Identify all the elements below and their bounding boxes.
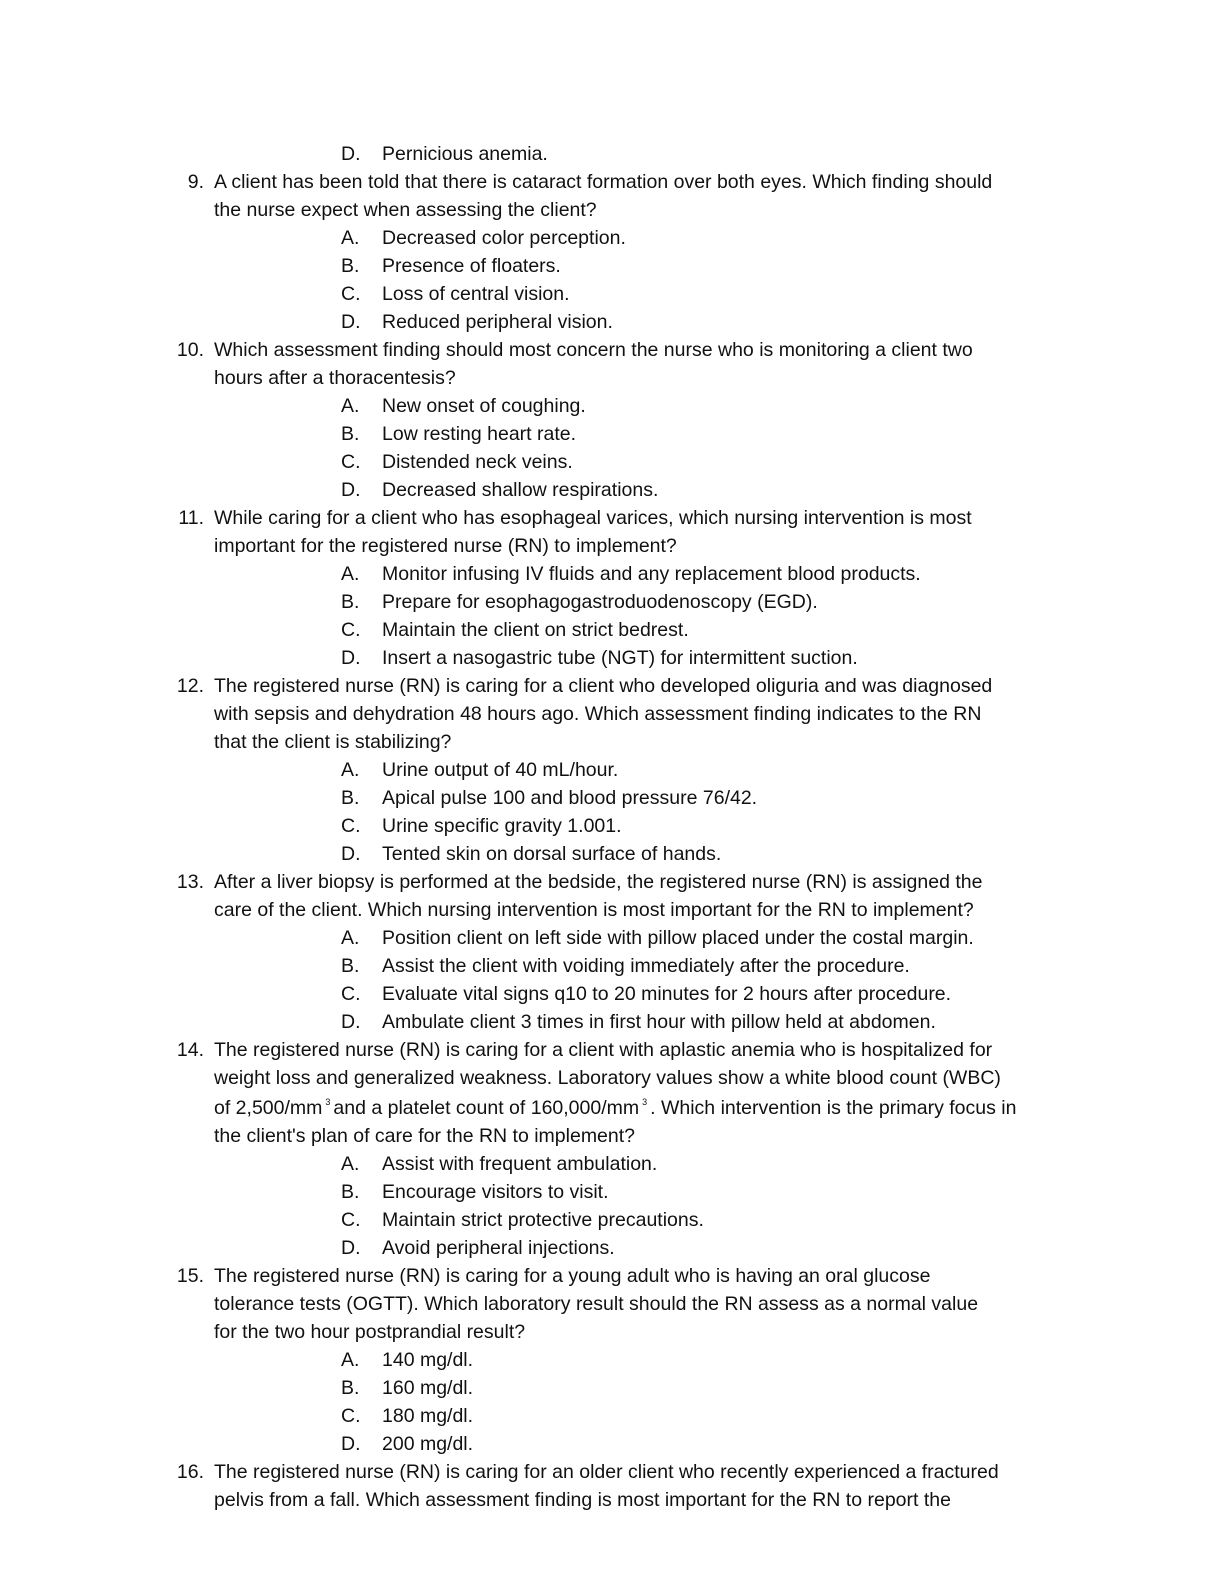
option-letter: A.	[341, 1153, 360, 1175]
option-letter: C.	[341, 283, 361, 305]
option-text: Decreased color perception.	[382, 227, 626, 249]
question-stem-line	[0, 868, 1224, 896]
option-letter: A.	[341, 395, 360, 417]
option-letter: C.	[341, 1209, 361, 1231]
option-text: Pernicious anemia.	[382, 143, 548, 165]
option-row	[0, 1346, 1224, 1374]
question-number: 10.	[176, 339, 204, 361]
question-text: weight loss and generalized weakness. Laboratory values show a white blood count (WBC)	[214, 1067, 1001, 1089]
option-text: Prepare for esophagogastroduodenoscopy (EGD).	[382, 591, 818, 613]
option-text: Encourage visitors to visit.	[382, 1181, 609, 1203]
question-stem-line	[0, 672, 1224, 700]
option-text: 180 mg/dl.	[382, 1405, 474, 1427]
option-text: Decreased shallow respirations.	[382, 479, 659, 501]
question-stem-line	[0, 728, 1224, 756]
option-row	[0, 252, 1224, 280]
option-text: Avoid peripheral injections.	[382, 1237, 615, 1259]
option-text: Urine specific gravity 1.001.	[382, 815, 622, 837]
question-stem-line	[0, 1122, 1224, 1150]
question-number: 14.	[176, 1039, 204, 1061]
option-row	[0, 616, 1224, 644]
question-stem-line	[0, 1064, 1224, 1092]
option-letter: D.	[341, 311, 361, 333]
question-number: 9.	[187, 171, 204, 193]
question-stem-line	[0, 504, 1224, 532]
option-letter: D.	[341, 1011, 361, 1033]
option-letter: B.	[341, 423, 360, 445]
question-number: 11.	[178, 507, 204, 529]
option-letter: A.	[341, 759, 360, 781]
question-12	[0, 672, 1224, 868]
question-stem-line	[0, 1262, 1224, 1290]
question-number: 12.	[176, 675, 204, 697]
option-row	[0, 784, 1224, 812]
question-text: . Which intervention is the primary focus in	[650, 1097, 1017, 1119]
option-text: Maintain the client on strict bedrest.	[382, 619, 689, 641]
question-stem-line	[0, 700, 1224, 728]
option-letter: B.	[341, 591, 360, 613]
option-row	[0, 812, 1224, 840]
question-text: the client's plan of care for the RN to implement?	[214, 1125, 636, 1147]
option-text: Assist with frequent ambulation.	[382, 1153, 658, 1175]
option-text: Monitor infusing IV fluids and any replacement blood products.	[382, 563, 921, 585]
option-row	[0, 924, 1224, 952]
option-row	[0, 560, 1224, 588]
option-text: Apical pulse 100 and blood pressure 76/42.	[382, 787, 758, 809]
option-letter: D.	[341, 1237, 361, 1259]
option-letter: C.	[341, 451, 361, 473]
option-row	[0, 1402, 1224, 1430]
option-row	[0, 588, 1224, 616]
option-text: Maintain strict protective precautions.	[382, 1209, 704, 1231]
option-letter: D.	[341, 1433, 361, 1455]
question-text: The registered nurse (RN) is caring for an older client who recently experienced a fractured	[214, 1461, 999, 1483]
question-text: The registered nurse (RN) is caring for a young adult who is having an oral glucose	[214, 1265, 931, 1287]
question-13	[0, 868, 1224, 1036]
question-number: 15.	[176, 1265, 204, 1287]
question-stem-line	[0, 1092, 1224, 1122]
option-row	[0, 1374, 1224, 1402]
option-row	[0, 1178, 1224, 1206]
question-text: A client has been told that there is cataract formation over both eyes. Which finding should	[214, 171, 993, 193]
option-row	[0, 308, 1224, 336]
option-row	[0, 476, 1224, 504]
option-letter: A.	[341, 563, 360, 585]
option-row	[0, 1234, 1224, 1262]
superscript: 3	[642, 1097, 648, 1107]
question-text: and a platelet count of 160,000/mm	[333, 1097, 640, 1119]
question-stem-line	[0, 896, 1224, 924]
option-row	[0, 392, 1224, 420]
option-text: Position client on left side with pillow placed under the costal margin.	[382, 927, 974, 949]
question-stem-line	[0, 532, 1224, 560]
option-text: 200 mg/dl.	[382, 1433, 474, 1455]
option-text: Distended neck veins.	[382, 451, 573, 473]
question-text: After a liver biopsy is performed at the bedside, the registered nurse (RN) is assigned the	[214, 871, 983, 893]
question-text: with sepsis and dehydration 48 hours ago. Which assessment finding indicates to the RN	[214, 703, 982, 725]
option-letter: D.	[341, 843, 361, 865]
question-stem-line	[0, 168, 1224, 196]
option-text: Ambulate client 3 times in first hour with pillow held at abdomen.	[382, 1011, 936, 1033]
question-text: that the client is stabilizing?	[214, 731, 452, 753]
option-row	[0, 1150, 1224, 1178]
question-15	[0, 1262, 1224, 1458]
option-letter: D.	[341, 479, 361, 501]
question-stem-line	[0, 1486, 1224, 1514]
option-letter: B.	[341, 955, 360, 977]
option-letter: D.	[341, 143, 361, 165]
option-row	[0, 224, 1224, 252]
option-text: Evaluate vital signs q10 to 20 minutes for 2 hours after procedure.	[382, 983, 952, 1005]
option-letter: C.	[341, 815, 361, 837]
question-stem-line	[0, 1036, 1224, 1064]
option-text: Low resting heart rate.	[382, 423, 577, 445]
option-letter: B.	[341, 1377, 360, 1399]
option-text: Presence of floaters.	[382, 255, 561, 277]
option-letter: C.	[341, 1405, 361, 1427]
question-text: pelvis from a fall. Which assessment finding is most important for the RN to report the	[214, 1489, 951, 1511]
question-text: While caring for a client who has esophageal varices, which nursing intervention is most	[214, 507, 972, 529]
question-text: tolerance tests (OGTT). Which laboratory result should the RN assess as a normal value	[214, 1293, 979, 1315]
option-row	[0, 980, 1224, 1008]
question-stem-line	[0, 1290, 1224, 1318]
question-stem-line	[0, 196, 1224, 224]
question-stem-line	[0, 336, 1224, 364]
option-row	[0, 140, 1224, 168]
option-row	[0, 756, 1224, 784]
question-text: the nurse expect when assessing the client?	[214, 199, 597, 221]
option-letter: A.	[341, 927, 360, 949]
question-number: 16.	[176, 1461, 204, 1483]
option-letter: B.	[341, 255, 360, 277]
question-stem-line	[0, 364, 1224, 392]
option-row	[0, 420, 1224, 448]
question-9	[0, 168, 1224, 336]
question-text: The registered nurse (RN) is caring for a client who developed oliguria and was diagnosed	[214, 675, 993, 697]
question-16	[0, 1458, 1224, 1514]
option-row	[0, 644, 1224, 672]
question-text: for the two hour postprandial result?	[214, 1321, 526, 1343]
option-text: Urine output of 40 mL/hour.	[382, 759, 619, 781]
document-page	[0, 140, 1224, 1514]
option-letter: B.	[341, 787, 360, 809]
option-row	[0, 280, 1224, 308]
option-row	[0, 448, 1224, 476]
question-number: 13.	[176, 871, 204, 893]
option-row	[0, 1008, 1224, 1036]
question-text: Which assessment finding should most concern the nurse who is monitoring a client two	[214, 339, 973, 361]
question-text: important for the registered nurse (RN) to implement?	[214, 535, 677, 557]
option-row	[0, 952, 1224, 980]
question-10	[0, 336, 1224, 504]
question-text: The registered nurse (RN) is caring for a client with aplastic anemia who is hospitalized for	[214, 1039, 993, 1061]
option-text: Loss of central vision.	[382, 283, 570, 305]
question-text: hours after a thoracentesis?	[214, 367, 456, 389]
option-row	[0, 1206, 1224, 1234]
option-letter: D.	[341, 647, 361, 669]
question-text: of 2,500/mm	[214, 1097, 323, 1119]
option-letter: B.	[341, 1181, 360, 1203]
option-text: Insert a nasogastric tube (NGT) for intermittent suction.	[382, 647, 858, 669]
question-14	[0, 1036, 1224, 1262]
superscript: 3	[325, 1097, 331, 1107]
question-stem-line	[0, 1458, 1224, 1486]
option-text: New onset of coughing.	[382, 395, 586, 417]
option-letter: A.	[341, 1349, 360, 1371]
option-text: 140 mg/dl.	[382, 1349, 474, 1371]
question-text: care of the client. Which nursing intervention is most important for the RN to implement?	[214, 899, 974, 921]
option-text: Reduced peripheral vision.	[382, 311, 613, 333]
option-text: Tented skin on dorsal surface of hands.	[382, 843, 722, 865]
option-text: Assist the client with voiding immediately after the procedure.	[382, 955, 910, 977]
option-row	[0, 840, 1224, 868]
option-text: 160 mg/dl.	[382, 1377, 474, 1399]
question-stem-line	[0, 1318, 1224, 1346]
question-11	[0, 504, 1224, 672]
option-letter: C.	[341, 983, 361, 1005]
option-row	[0, 1430, 1224, 1458]
option-letter: C.	[341, 619, 361, 641]
option-letter: A.	[341, 227, 360, 249]
